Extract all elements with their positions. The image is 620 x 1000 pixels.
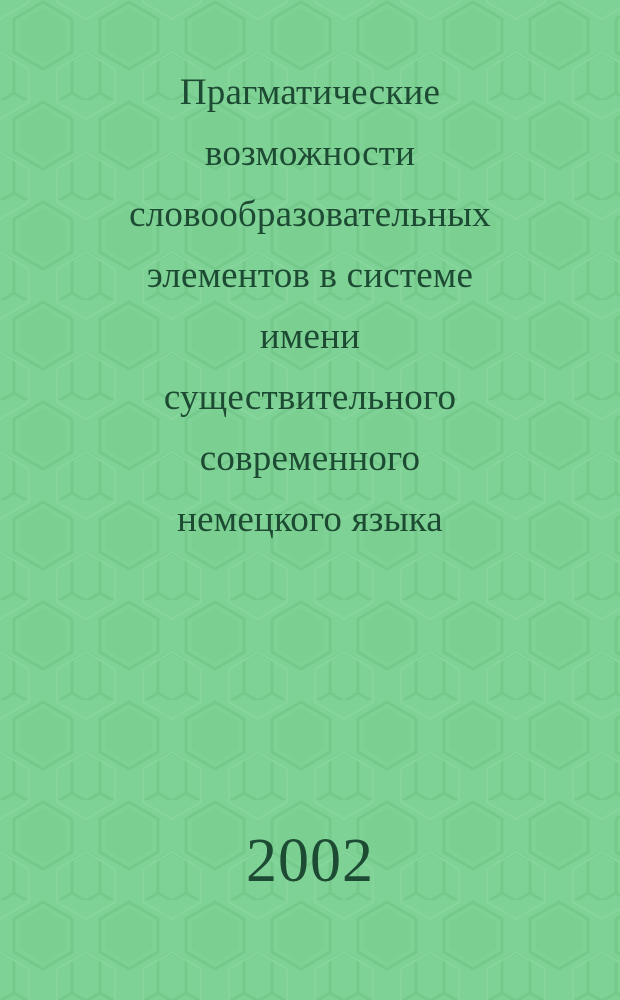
title-line: имени <box>259 316 361 357</box>
title-line: немецкого языка <box>177 499 443 540</box>
title-line: возможности <box>204 133 416 174</box>
title-line: словообразовательных <box>129 194 491 235</box>
title-line: Прагматические <box>179 72 441 113</box>
publication-year <box>0 826 620 896</box>
book-title <box>0 62 620 550</box>
title-line: современного <box>199 438 421 479</box>
title-line: элементов в системе <box>146 255 474 296</box>
title-line: существительного <box>163 377 457 418</box>
year-text: 2002 <box>246 827 374 895</box>
